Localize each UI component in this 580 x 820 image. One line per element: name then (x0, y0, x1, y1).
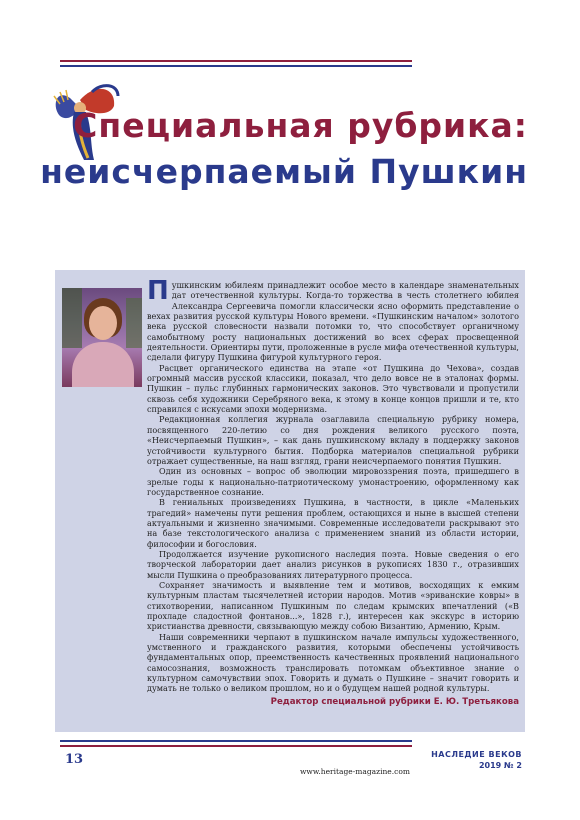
article-body (147, 276, 519, 707)
article-paragraph: Пушкинским юбилеям принадлежит особое место в календаре знаменательных дат отечественной культуры. Когда-то торжества в честь столетнего юбилея Александра Сергеевича помогли классически ясно оформить представление о вехах развития русской культуры Нового времени. «Пушкинским началом» золотого века русской словесности назвали потомки то, что способствует органичному самобытному росту национальных достижений во всех сферах просвещенной деятельности. Ориентиры пути, проложенные в русле мифа отечественной культуры, сделали фигуру Пушкина фигурой культурного героя. (147, 276, 519, 363)
top-rule-red (60, 60, 412, 62)
article-paragraph: Продолжается изучение рукописного наследия поэта. Новые сведения о его творческой лаборатории дает анализ рисунков в рукописях 1830 г., отразивших мысли Пушкина о преобразованиях литературного процесса. (147, 548, 519, 580)
article-paragraph: Расцвет органического единства на этапе «от Пушкина до Чехова», создав огромный массив русской классики, показал, что дело вовсе не в эталонах формы. Пушкин – пульс глубинных гармонических законов. Это чувствовали и пропустили сквозь себя художники Серебряного века, к этому в конце концов пришли и те, кто справился с искусами эпохи модернизма. (147, 362, 519, 415)
website-link[interactable]: www.heritage-magazine.com (300, 767, 410, 776)
page-number: 13 (65, 752, 84, 767)
article-paragraph: Один из основных – вопрос об эволюции мировоззрения поэта, пришедшего в зрелые годы к национально-патриотическому умонастроению, оформленному как государственное сознание. (147, 466, 519, 497)
dropcap: П (147, 276, 169, 306)
page-title-line2: неисчерпаемый Пушкин (40, 152, 528, 191)
journal-info (431, 750, 522, 770)
bottom-rule-blue (60, 740, 412, 742)
top-rule-blue (60, 65, 412, 67)
article-paragraph: Наши современники черпают в пушкинском начале импульсы художественного, умственного и гражданского развития, которыми обеспечены устойчивость фундаментальных опор, преемственность качественных проявлений национального самосознания, возможность транслировать потомкам объективное знание о культурном самочувствии эпох. Говорить и думать о Пушкине – значит говорить и думать не только о великом прошлом, но и о будущем нашей родной культуры. (147, 631, 519, 694)
bottom-rule-red (60, 745, 412, 747)
page-title-line1: Специальная рубрика: (73, 106, 528, 145)
journal-issue: 2019 № 2 (478, 761, 522, 770)
journal-name: НАСЛЕДИЕ ВЕКОВ (431, 750, 522, 759)
article-paragraph: В гениальных произведениях Пушкина, в частности, в цикле «Маленьких трагедий» намечены пути решения проблем, остающихся и ныне в высшей степени актуальными и жизненно значимыми. Современные исследователи раскрывают это на базе текстологического анализа с применением знаний из области истории, философии и богословия. (147, 497, 519, 549)
editor-signature: Редактор специальной рубрики Е. Ю. Третьякова (270, 696, 519, 707)
editor-portrait (62, 288, 142, 387)
article-paragraph: Сохраняет значимость и выявление тем и мотивов, восходящих к емким культурным пластам тысячелетней истории народов. Мотив «эриванские ковры» в стихотворении, написанном Пушкиным по следам крымских впечатлений («В прохладе сладостной фонтанов...», 1828 г.), интересен как экскурс в историю христианства древности, связывающую между собою Византию, Армению, Крым. (147, 579, 519, 632)
article-box (55, 270, 525, 732)
article-paragraph: Редакционная коллегия журнала озаглавила специальную рубрику номера, посвященного 220-летию со дня рождения великого русского поэта, «Неисчерпаемый Пушкин», – как дань пушкинскому вкладу в поддержку законов устойчивости культурного бытия. Подборка материалов специальной рубрики отражает существенные, на наш взгляд, грани неисчерпаемого понятия Пушкин. (147, 414, 519, 466)
